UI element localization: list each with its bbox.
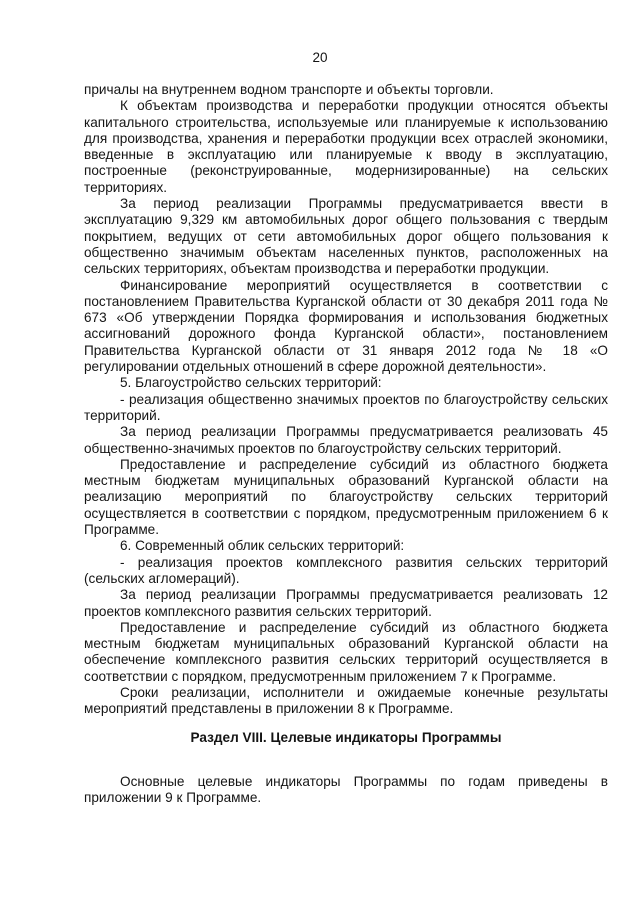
paragraph-production-objects: К объектам производства и переработки продукции относятся объекты капитального строительства, используемые или планируемые к использованию для производства, хранения и переработки продукции всех отраслей экономики, введенные в эксплуатацию или планируемые к вводу в эксплуатацию, построенные (реконструированные, модернизированные) на сельских территориях. bbox=[84, 98, 608, 195]
paragraph-12-projects: За период реализации Программы предусматривается реализовать 12 проектов комплексного развития сельских территорий. bbox=[84, 587, 608, 619]
paragraph-deadlines: Сроки реализации, исполнители и ожидаемые конечные результаты мероприятий представлены в приложении 8 к Программе. bbox=[84, 684, 608, 717]
paragraph-subsidies-complex: Предоставление и распределение субсидий из областного бюджета местным бюджетам муниципальных образований Курганской области на обеспечение комплексного развития сельских территорий осуществляется в соответствии с порядком, предусмотренным приложением 7 к Программе. bbox=[84, 619, 608, 684]
paragraph-roads-commissioning: За период реализации Программы предусматривается ввести в эксплуатацию 9,329 км автомобильных дорог общего пользования с твердым покрытием, ведущих от сети автомобильных дорог общего пользования к общественно значимым объектам населенных пунктов, расположенных на сельских территориях, объектам производства и переработки продукции. bbox=[84, 196, 608, 277]
list-item-improvement: 5. Благоустройство сельских территорий: bbox=[120, 375, 382, 391]
section-heading: Раздел VIII. Целевые индикаторы Программы bbox=[190, 729, 502, 745]
list-item-improvement-projects: - реализация общественно значимых проектов по благоустройству сельских территорий. bbox=[84, 391, 608, 423]
paragraph-financing: Финансирование мероприятий осуществляется в соответствии с постановлением Правительства Курганской области от 30 декабря 2011 года № 673 «Об утверждении Порядка формирования и использования бюджетных ассигнований дорожного фонда Курганской области», постановлением Правительства Курганской области от 31 января 2012 года № 18 «О регулировании отдельных отношений в сфере дорожной деятельности». bbox=[84, 277, 608, 375]
list-item-complex-development: - реализация проектов комплексного развития сельских территорий (сельских агломераций). bbox=[84, 554, 608, 586]
paragraph-45-projects: За период реализации Программы предусматривается реализовать 45 общественно-значимых проектов по благоустройству сельских территорий. bbox=[84, 424, 608, 456]
paragraph-target-indicators: Основные целевые индикаторы Программы по годам приведены в приложении 9 к Программе. bbox=[84, 773, 608, 806]
paragraph-subsidies-improvement: Предоставление и распределение субсидий из областного бюджета местным бюджетам муниципальных образований Курганской области на реализацию мероприятий по благоустройству сельских территорий осуществляется в соответствии с порядком, предусмотренным приложением 6 к Программе. bbox=[84, 456, 608, 538]
page-number: 20 bbox=[312, 50, 328, 65]
document-body bbox=[84, 82, 608, 806]
list-item-modern-look: 6. Современный облик сельских территорий: bbox=[120, 538, 405, 554]
paragraph-trade-objects: причалы на внутреннем водном транспорте и объекты торговли. bbox=[84, 82, 494, 97]
